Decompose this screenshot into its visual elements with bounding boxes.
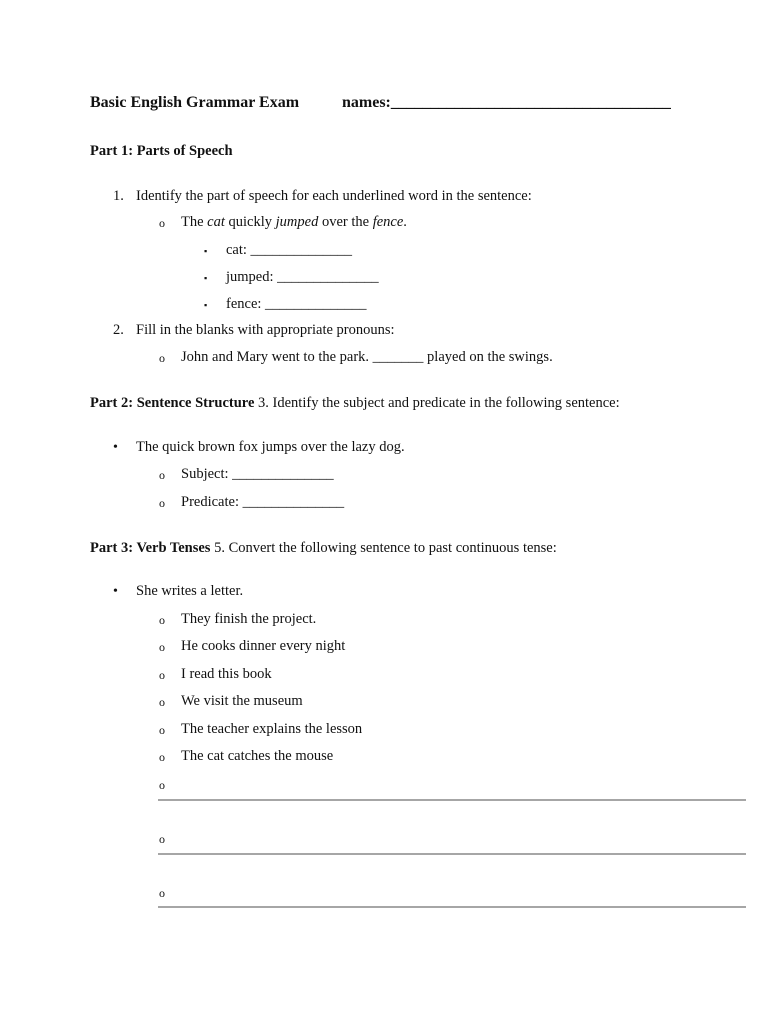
part1-heading: Part 1: Parts of Speech <box>90 143 233 159</box>
part2-instruction: 3. Identify the subject and predicate in the following sentence: <box>254 395 620 411</box>
sentence-text: quickly <box>224 214 276 230</box>
list-item: The teacher explains the lesson <box>181 721 363 737</box>
names-label: names: <box>342 94 391 111</box>
answer-line[interactable] <box>158 853 746 855</box>
word-fence: fence <box>372 214 404 230</box>
part3-instruction: 5. Convert the following sentence to past continuous tense: <box>210 540 557 556</box>
bullet-circle-icon: o <box>159 496 165 510</box>
bullet-circle-icon: o <box>159 723 165 737</box>
bullet-circle-icon: o <box>159 778 165 792</box>
bullet-circle-icon: o <box>159 351 165 365</box>
sentence-text: over the <box>318 214 373 230</box>
list-item: I read this book <box>181 666 272 682</box>
sentence-text: The <box>181 214 208 230</box>
bullet-square-icon: ▪ <box>204 300 208 310</box>
part2-sentence: The quick brown fox jumps over the lazy dog. <box>136 439 405 455</box>
bullet-circle-icon: o <box>159 832 165 846</box>
word-jumped: jumped <box>275 214 319 230</box>
q1-text: Identify the part of speech for each underlined word in the sentence: <box>136 188 532 204</box>
bullet-circle-icon: o <box>159 640 165 654</box>
names-field[interactable] <box>342 94 671 112</box>
word-cat: cat <box>207 214 225 230</box>
q1-sentence <box>181 213 407 231</box>
exam-title: Basic English Grammar Exam <box>90 94 300 111</box>
list-item: The cat catches the mouse <box>181 748 334 764</box>
bullet-circle-icon: o <box>159 886 165 900</box>
part3-heading: Part 3: Verb Tenses <box>90 540 211 556</box>
bullet-square-icon: ▪ <box>204 246 208 256</box>
bullet-dot-icon: • <box>113 440 118 455</box>
bullet-circle-icon: o <box>159 216 165 230</box>
names-blank: ___________________________________ <box>390 94 671 111</box>
answer-jumped[interactable]: jumped: ______________ <box>226 269 379 285</box>
sentence-text: . <box>403 214 407 230</box>
q2-number: 2. <box>113 322 124 338</box>
q2-text: Fill in the blanks with appropriate pronouns: <box>136 322 395 338</box>
subject-answer[interactable]: Subject: ______________ <box>181 466 334 482</box>
part3-line <box>90 539 557 557</box>
bullet-square-icon: ▪ <box>204 273 208 283</box>
bullet-circle-icon: o <box>159 750 165 764</box>
answer-line[interactable] <box>158 799 746 801</box>
predicate-answer[interactable]: Predicate: ______________ <box>181 494 345 510</box>
list-item: They finish the project. <box>181 611 317 627</box>
bullet-circle-icon: o <box>159 613 165 627</box>
bullet-circle-icon: o <box>159 468 165 482</box>
part3-sentence: She writes a letter. <box>136 583 244 599</box>
q2-item[interactable]: John and Mary went to the park. _______ played on the swings. <box>181 349 553 365</box>
list-item: He cooks dinner every night <box>181 638 346 654</box>
bullet-circle-icon: o <box>159 695 165 709</box>
part2-heading: Part 2: Sentence Structure <box>90 395 255 411</box>
answer-fence[interactable]: fence: ______________ <box>226 296 367 312</box>
bullet-dot-icon: • <box>113 584 118 599</box>
answer-cat[interactable]: cat: ______________ <box>226 242 353 258</box>
list-item: We visit the museum <box>181 693 303 709</box>
q1-number: 1. <box>113 188 124 204</box>
bullet-circle-icon: o <box>159 668 165 682</box>
answer-line[interactable] <box>158 906 746 908</box>
part2-line <box>90 394 620 412</box>
